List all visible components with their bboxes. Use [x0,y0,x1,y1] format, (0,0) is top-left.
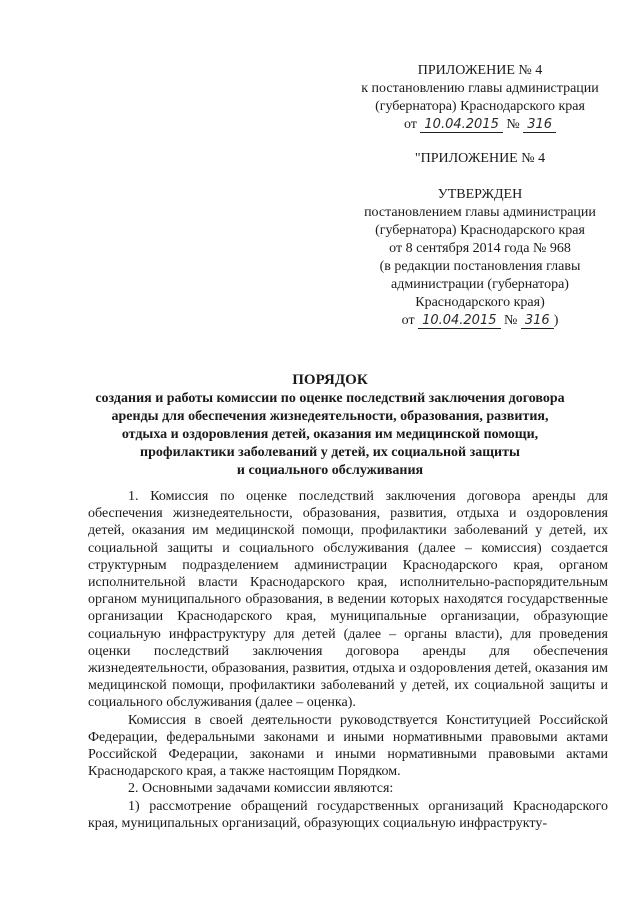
handwritten-number: 316 [523,117,556,133]
handwritten-number: 316 [521,313,554,329]
handwritten-date: 10.04.2015 [418,313,500,329]
approved-line: Краснодарского края) [415,295,545,310]
body-paragraph: 2. Основными задачами комиссии являются: [128,781,394,797]
title-line: аренды для обеспечения жизнедеятельности, образования, развития, [111,409,549,424]
body-paragraph: Комиссия в своей деятельности руководствуется Конституцией Российской Федерации, федеральными законами и иными нормативными правовыми актами Российской Федерации, законами и иными нормативными правовыми актами Краснодарского края, а также настоящим Порядком. [88,712,608,780]
title-main: ПОРЯДОК [292,372,368,388]
approved-title: УТВЕРЖДЕН [437,187,523,202]
handwritten-date: 10.04.2015 [420,117,502,133]
body-paragraph: 1. Комиссия по оценке последствий заключения договора аренды для обеспечения жизнедеятельности, образования, развития, отдыха и оздоровления детей, оказания им медицинской помощи, профилактики заболеваний у детей, их социальной защиты и социального обслуживания (далее – комиссия) создается структурным подразделением администрации Краснодарского края, органом исполнительной власти Краснодарского края, исполнительно-распорядительным органом муниципального образования, в ведении которых находятся государственные организации Краснодарского края, муниципальные организации, образующие социальную инфраструктуру для детей (далее – органы власти), для проведения оценки последствий заключения договора аренды для обеспечения жизнедеятельности, образования, развития, отдыха и оздоровления детей, оказания им медицинской помощи, профилактики заболеваний у детей, их социальной защиты и социального обслуживания (далее – оценка). [88,489,608,711]
title-line: создания и работы комиссии по оценке последствий заключения договора [95,391,565,406]
approved-line: от 8 сентября 2014 года № 968 [389,241,571,256]
number-sign: № [506,117,520,132]
appendix-line: к постановлению главы администрации [361,81,599,96]
date-prefix: от [403,117,417,132]
approved-line: администрации (губернатора) [391,277,569,292]
appendix-date-line [340,116,620,134]
number-sign: № [504,313,518,328]
appendix-title: ПРИЛОЖЕНИЕ № 4 [417,63,543,78]
approved-line: (в редакции постановления главы [379,259,581,274]
closing-paren: ) [553,313,559,328]
title-line: и социального обслуживания [236,463,424,478]
appendix-title-quoted: "ПРИЛОЖЕНИЕ № 4 [414,151,546,166]
body-paragraph: 1) рассмотрение обращений государственных организаций Краснодарского края, муниципальных организаций, образующих социальную инфраструкту- [88,798,608,831]
appendix-header [340,62,620,134]
approved-line: постановлением главы администрации [364,205,596,220]
approved-block [340,186,620,330]
approved-date-line [340,312,620,330]
document-title [60,370,600,480]
title-line: профилактики заболеваний у детей, их социальной защиты [140,445,520,460]
appendix-line: (губернатора) Краснодарского края [375,99,585,114]
document-body [88,488,608,832]
title-line: отдыха и оздоровления детей, оказания им медицинской помощи, [121,427,539,442]
date-prefix: от [401,313,415,328]
appendix-header-quoted [340,150,620,168]
approved-line: (губернатора) Краснодарского края [375,223,585,238]
